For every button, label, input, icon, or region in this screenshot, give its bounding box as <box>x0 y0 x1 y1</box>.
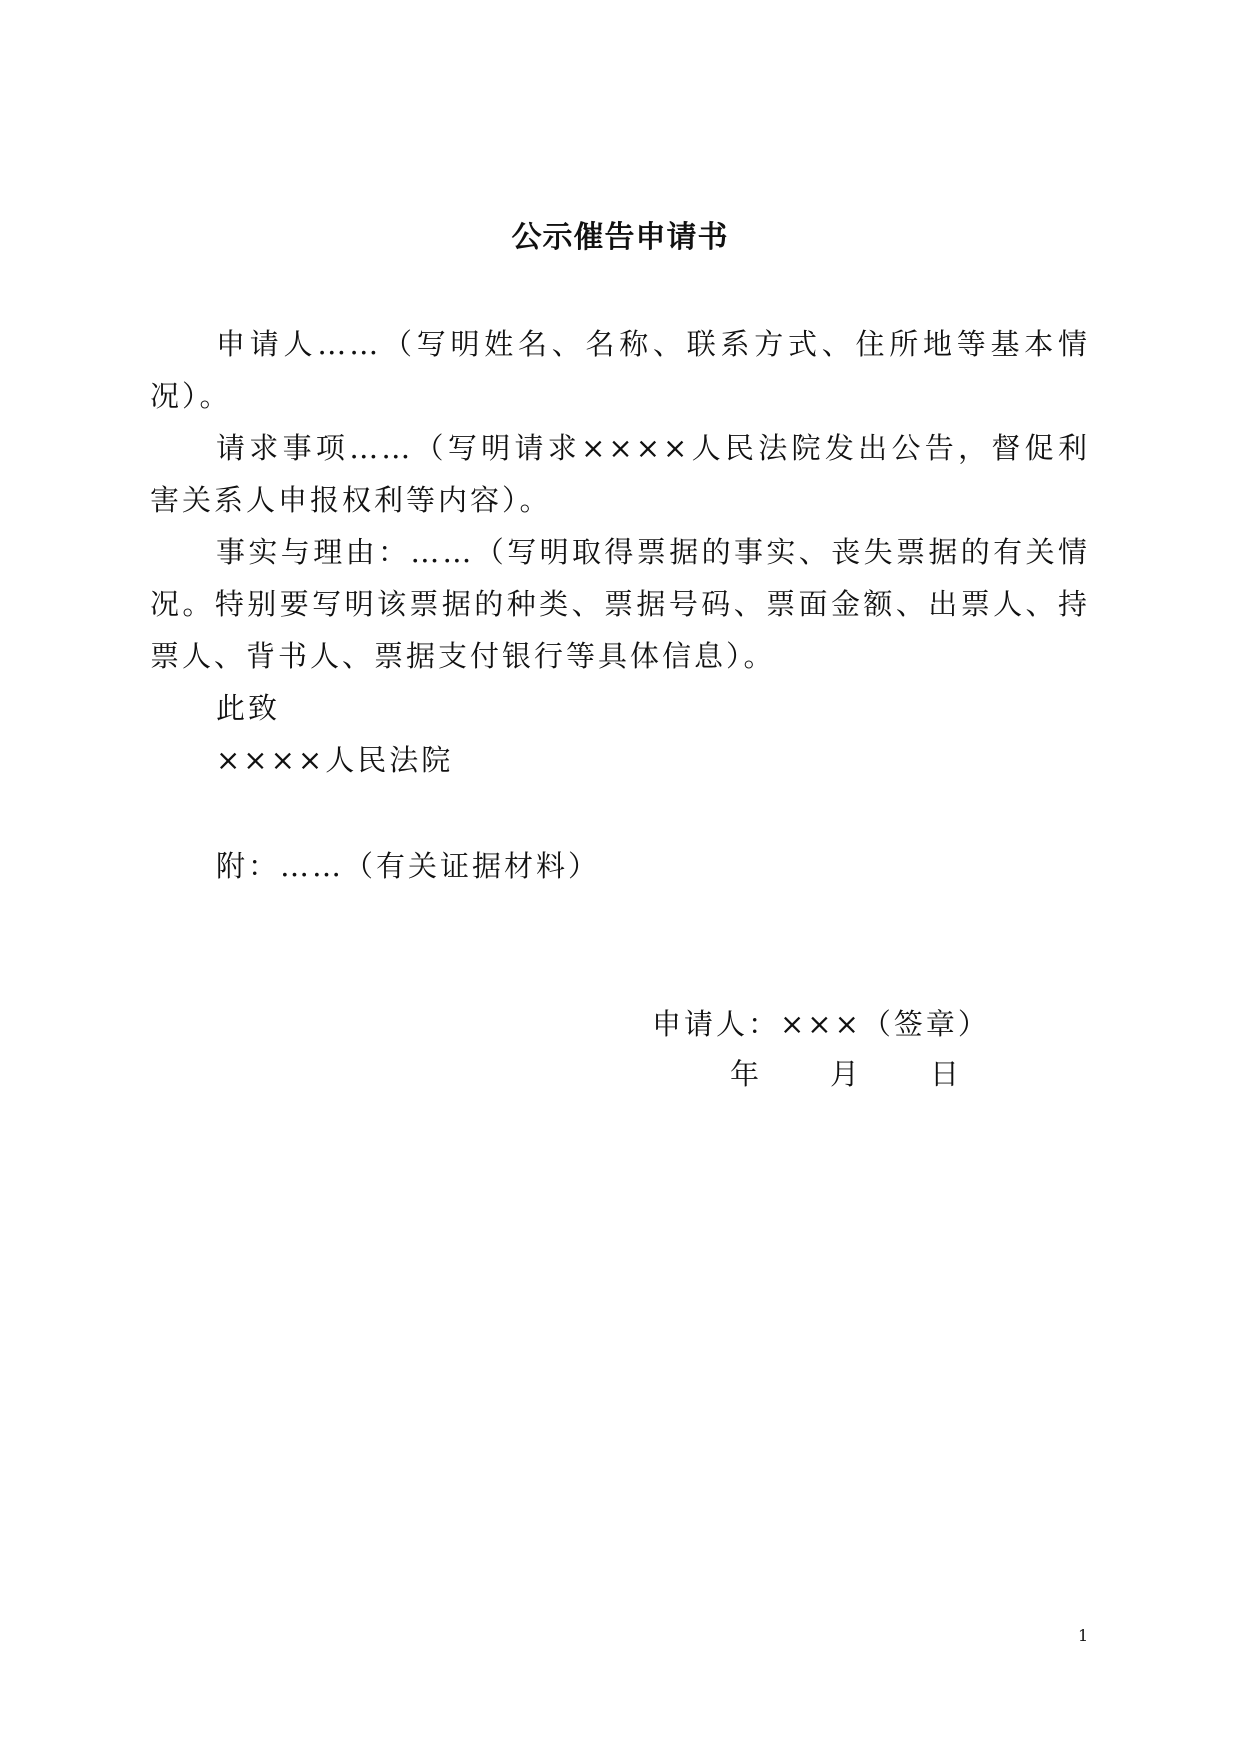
court-name: ××××人民法院 <box>216 743 454 777</box>
salutation: 此致 <box>216 691 281 725</box>
request-paragraph: 请求事项……（写明请求××××人民法院发出公告，督促利害关系人申报权利等内容）。 <box>150 431 1090 517</box>
facts-paragraph: 事实与理由：……（写明取得票据的事实、丧失票据的有关情况。特别要写明该票据的种类、票据号码、票面金额、出票人、持票人、背书人、票据支付银行等具体信息）。 <box>150 535 1090 673</box>
document-body <box>150 318 1090 786</box>
signature-line: 申请人：×××（签章） <box>652 1007 990 1041</box>
date-month: 月 <box>830 1057 860 1091</box>
attachment-note: 附：……（有关证据材料） <box>216 849 601 883</box>
page-number: 1 <box>1078 1626 1089 1645</box>
date-day: 日 <box>930 1057 960 1091</box>
document-title: 公示催告申请书 <box>511 220 729 255</box>
applicant-paragraph: 申请人……（写明姓名、名称、联系方式、住所地等基本情况）。 <box>150 327 1090 413</box>
date-line <box>730 1048 959 1100</box>
date-year: 年 <box>730 1057 760 1091</box>
